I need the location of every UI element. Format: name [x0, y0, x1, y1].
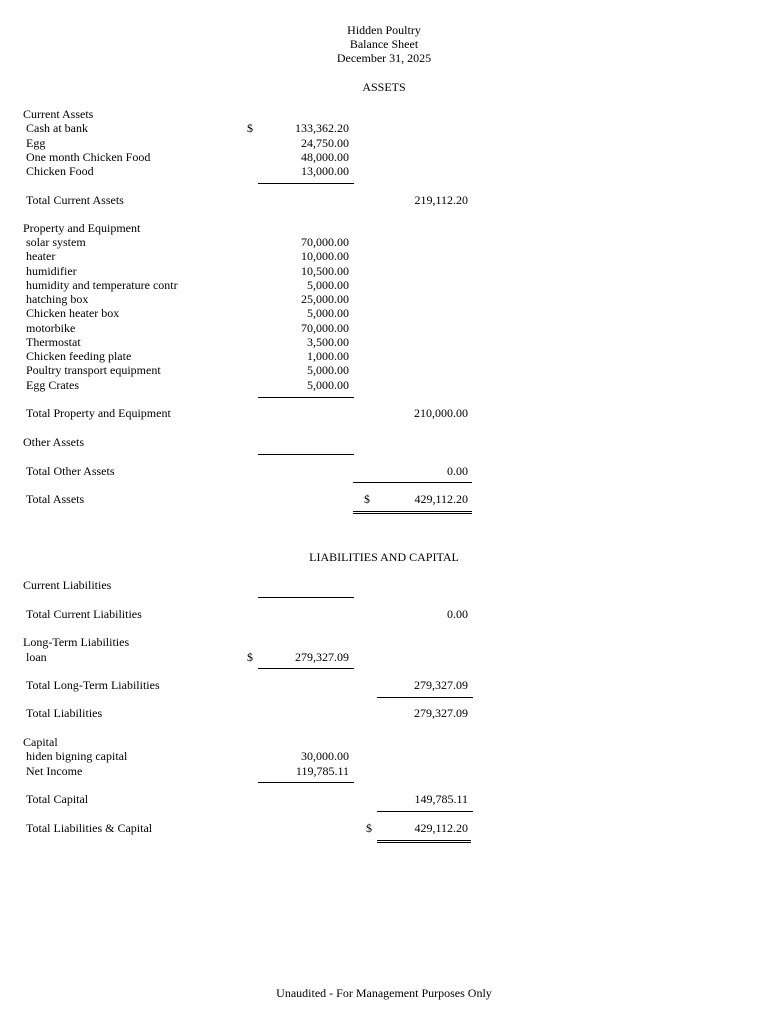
- total-property-equipment-value: 210,000.00: [414, 406, 468, 420]
- total-current-assets-label: Total Current Assets: [26, 193, 124, 207]
- total-rule: [377, 811, 473, 812]
- company-name: Hidden Poultry: [347, 23, 421, 37]
- double-rule: [377, 840, 471, 843]
- double-rule: [353, 511, 472, 514]
- report-date: December 31, 2025: [336, 51, 432, 65]
- total-assets-label: Total Assets: [26, 492, 85, 506]
- line-item-value: 70,000.00: [301, 321, 349, 335]
- subtotal-rule: [258, 454, 354, 455]
- currency-symbol: $: [366, 821, 372, 835]
- total-assets-value: 429,112.20: [414, 492, 468, 506]
- total-property-equipment-label: Total Property and Equipment: [26, 406, 171, 420]
- total-rule: [377, 697, 473, 698]
- line-item-label: Chicken heater box: [26, 306, 120, 320]
- line-item-value: 1,000.00: [307, 349, 349, 363]
- line-item-label: hiden bigning capital: [26, 749, 128, 763]
- line-item-value: 133,362.20: [295, 121, 349, 135]
- total-liabilities-capital-value: 429,112.20: [414, 821, 468, 835]
- line-item-label: Net Income: [26, 764, 83, 778]
- line-item-value: 119,785.11: [295, 764, 349, 778]
- subtotal-rule: [258, 183, 354, 184]
- line-item-label: Egg Crates: [26, 378, 79, 392]
- line-item-value: 279,327.09: [295, 650, 349, 664]
- line-item-label: humidifier: [26, 264, 77, 278]
- line-item-value: 5,000.00: [307, 378, 349, 392]
- capital-label: Capital: [23, 735, 58, 749]
- total-liabilities-label: Total Liabilities: [26, 706, 103, 720]
- line-item-value: 10,500.00: [301, 264, 349, 278]
- total-rule: [353, 482, 472, 483]
- line-item-label: hatching box: [26, 292, 89, 306]
- total-long-term-liabilities-value: 279,327.09: [414, 678, 468, 692]
- other-assets-label: Other Assets: [23, 435, 84, 449]
- line-item-value: 48,000.00: [301, 150, 349, 164]
- property-equipment-label: Property and Equipment: [23, 221, 141, 235]
- subtotal-rule: [258, 397, 354, 398]
- total-capital-label: Total Capital: [26, 792, 89, 806]
- total-liabilities-capital-label: Total Liabilities & Capital: [26, 821, 153, 835]
- line-item-value: 24,750.00: [301, 136, 349, 150]
- line-item-value: 30,000.00: [301, 749, 349, 763]
- report-title: Balance Sheet: [349, 37, 419, 51]
- total-long-term-liabilities-label: Total Long-Term Liabilities: [26, 678, 160, 692]
- footer-note: Unaudited - For Management Purposes Only: [276, 986, 492, 1000]
- line-item-value: 25,000.00: [301, 292, 349, 306]
- assets-heading: ASSETS: [362, 80, 406, 94]
- total-capital-value: 149,785.11: [414, 792, 468, 806]
- total-liabilities-value: 279,327.09: [414, 706, 468, 720]
- current-assets-label: Current Assets: [23, 107, 94, 121]
- line-item-value: 13,000.00: [301, 164, 349, 178]
- long-term-liabilities-label: Long-Term Liabilities: [23, 635, 130, 649]
- line-item-value: 3,500.00: [307, 335, 349, 349]
- line-item-value: 70,000.00: [301, 235, 349, 249]
- line-item-label: humidity and temperature contr: [26, 278, 178, 292]
- currency-symbol: $: [247, 650, 253, 664]
- line-item-label: heater: [26, 249, 56, 263]
- line-item-label: Egg: [26, 136, 46, 150]
- total-other-assets-value: 0.00: [447, 464, 468, 478]
- total-current-liabilities-label: Total Current Liabilities: [26, 607, 142, 621]
- total-current-assets-value: 219,112.20: [414, 193, 468, 207]
- line-item-label: Chicken Food: [26, 164, 94, 178]
- currency-symbol: $: [247, 121, 253, 135]
- line-item-value: 10,000.00: [301, 249, 349, 263]
- line-item-label: One month Chicken Food: [26, 150, 151, 164]
- line-item-value: 5,000.00: [307, 306, 349, 320]
- total-current-liabilities-value: 0.00: [447, 607, 468, 621]
- currency-symbol: $: [364, 492, 370, 506]
- line-item-label: Poultry transport equipment: [26, 363, 161, 377]
- line-item-value: 5,000.00: [307, 363, 349, 377]
- line-item-label: motorbike: [26, 321, 76, 335]
- subtotal-rule: [258, 597, 354, 598]
- subtotal-rule: [258, 782, 354, 783]
- subtotal-rule: [258, 668, 354, 669]
- line-item-label: loan: [26, 650, 47, 664]
- total-other-assets-label: Total Other Assets: [26, 464, 115, 478]
- current-liabilities-label: Current Liabilities: [23, 578, 112, 592]
- line-item-value: 5,000.00: [307, 278, 349, 292]
- line-item-label: Thermostat: [26, 335, 81, 349]
- liabilities-heading: LIABILITIES AND CAPITAL: [309, 550, 459, 564]
- line-item-label: solar system: [26, 235, 86, 249]
- line-item-label: Chicken feeding plate: [26, 349, 132, 363]
- line-item-label: Cash at bank: [26, 121, 88, 135]
